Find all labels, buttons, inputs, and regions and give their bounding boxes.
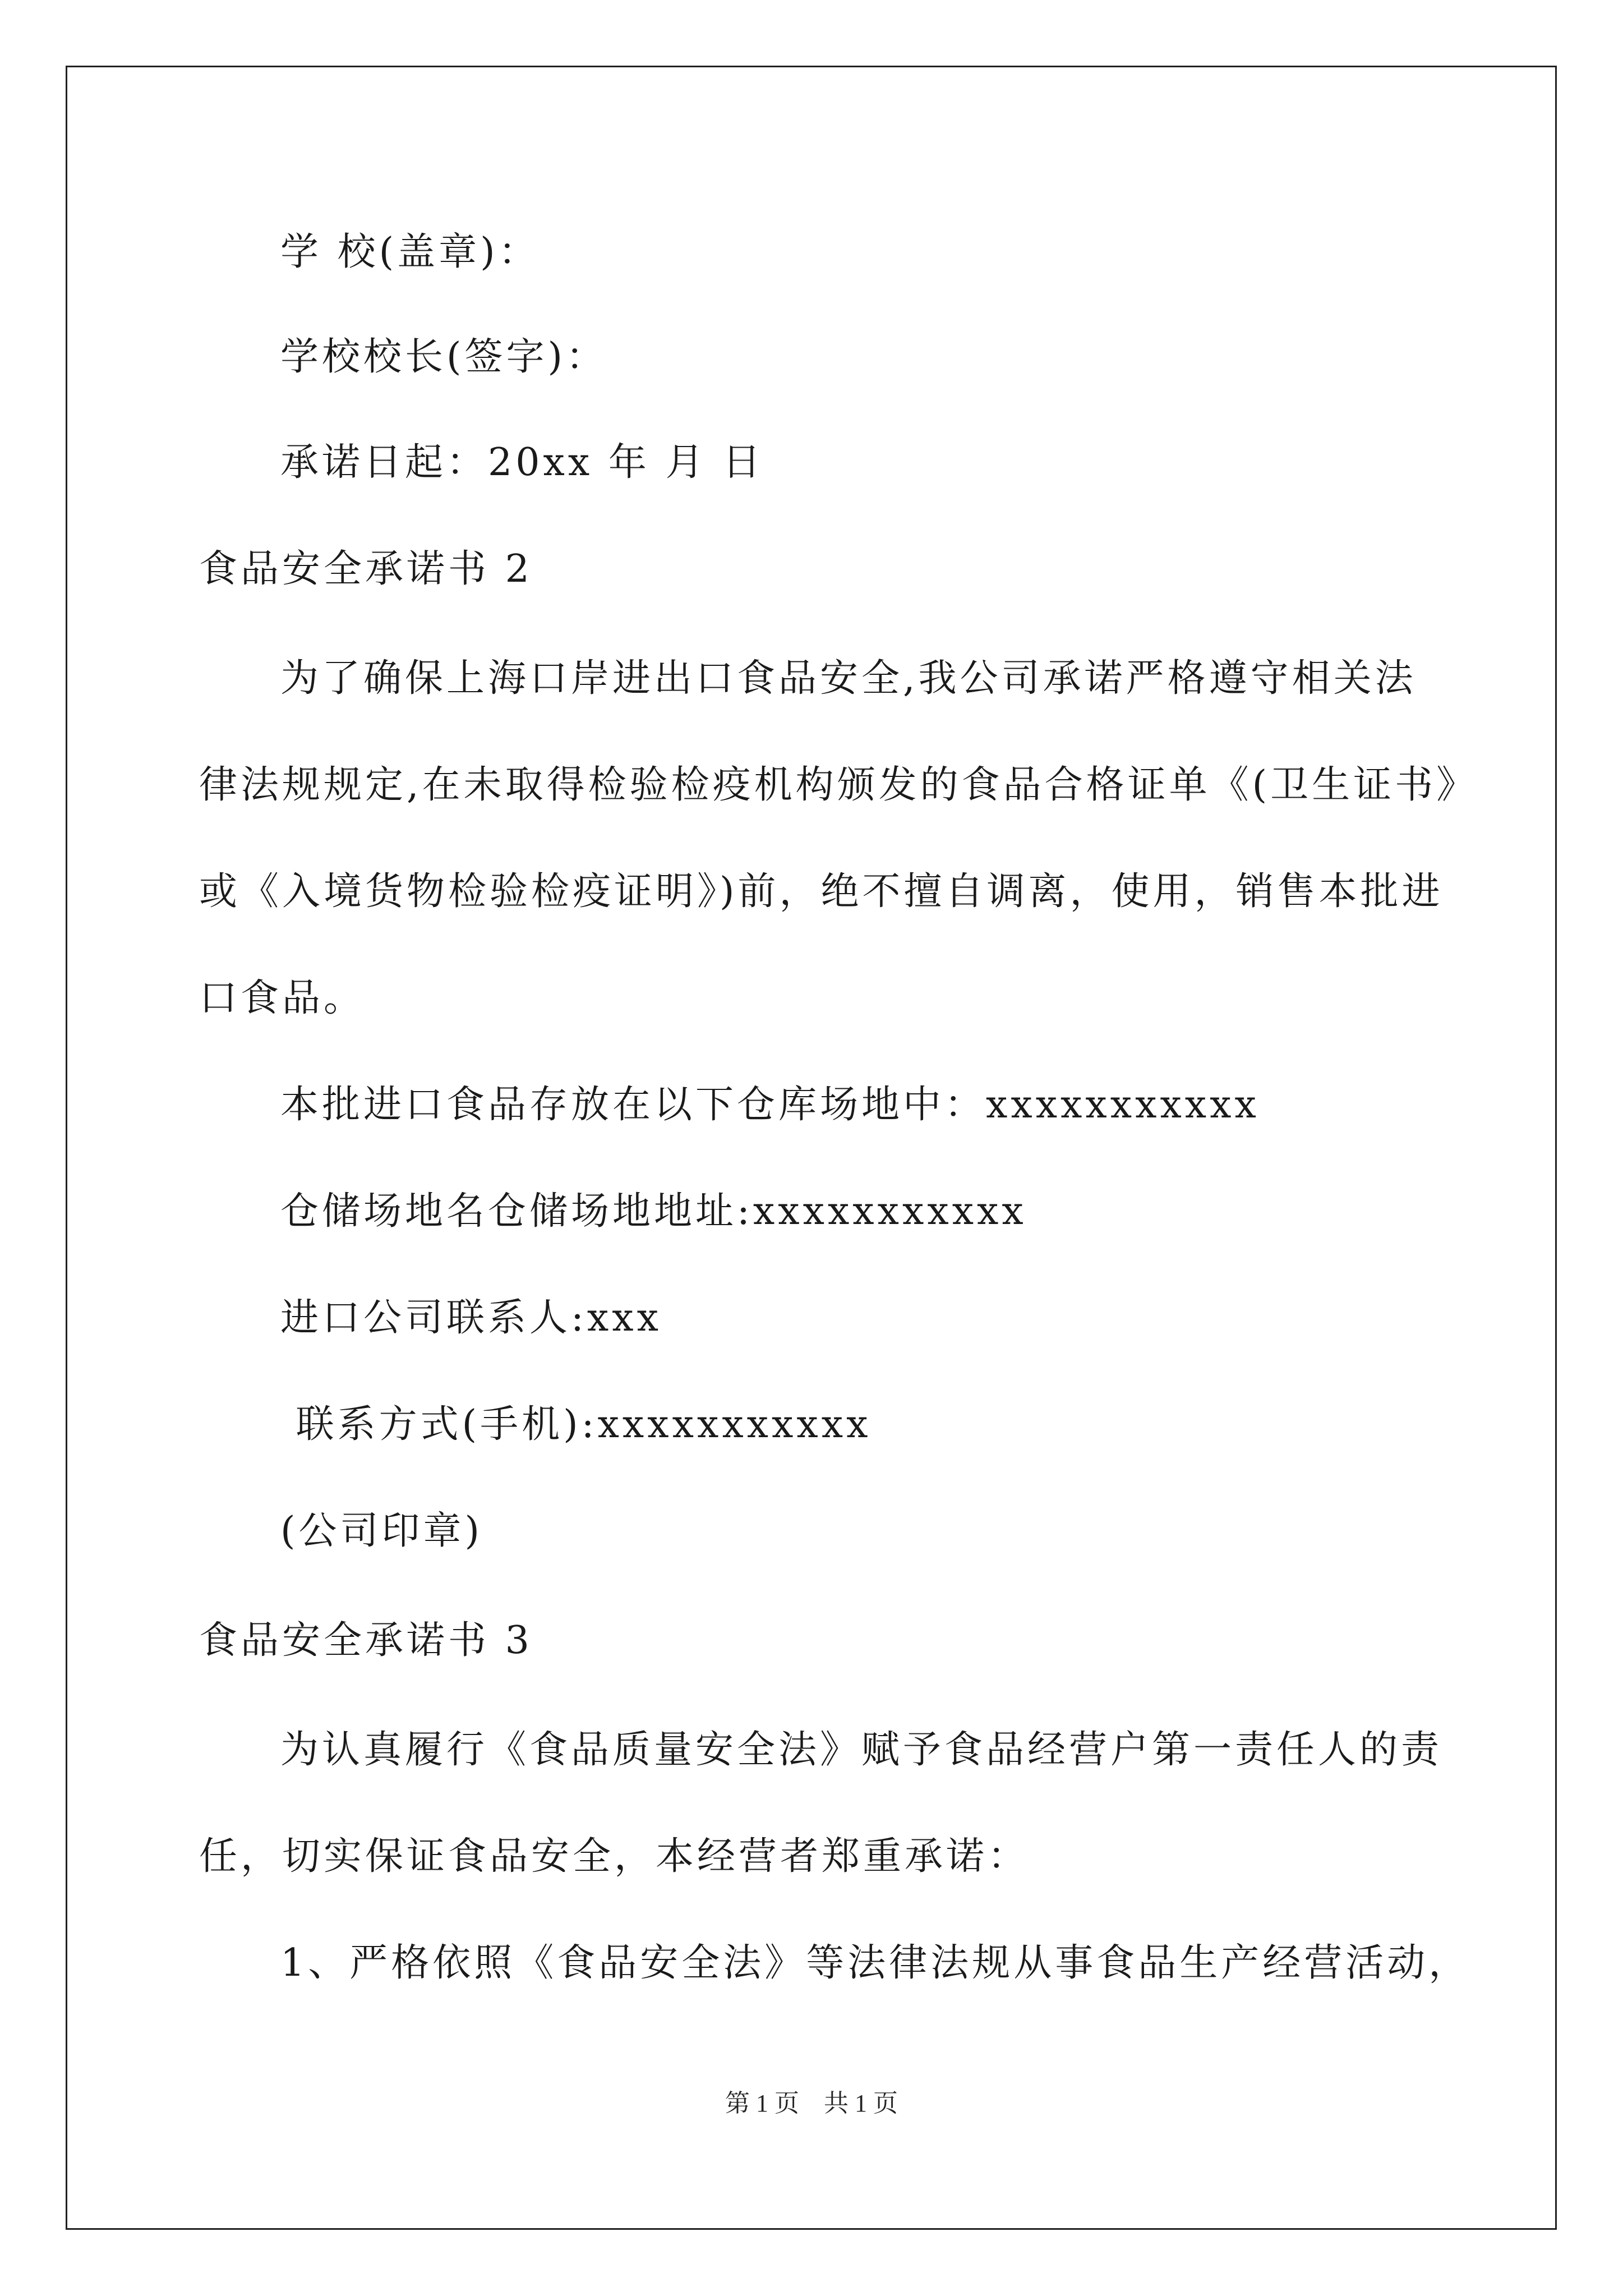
paragraph-line: 或《入境货物检验检疫证明》)前，绝不擅自调离，使用，销售本批进 — [199, 869, 1444, 914]
contact-phone-line: 联系方式(手机):xxxxxxxxxxx — [280, 1402, 872, 1447]
company-seal-line: (公司印章) — [280, 1509, 483, 1553]
numbered-item-line: 1、严格依照《食品安全法》等法律法规从事食品生产经营活动， — [280, 1941, 1470, 1985]
storage-address-line: 仓储场地名仓储场地地址:xxxxxxxxxxx — [280, 1189, 1027, 1234]
storage-location-line: 本批进口食品存放在以下仓库场地中：xxxxxxxxxxx — [280, 1083, 1260, 1127]
page-border — [66, 66, 1557, 2230]
page-footer: 第 1 页 共 1 页 — [725, 2090, 898, 2117]
paragraph-line: 为认真履行《食品质量安全法》赋予食品经营户第一责任人的责 — [280, 1728, 1443, 1772]
commitment-date-line: 承诺日起：20xx 年 月 日 — [280, 440, 764, 485]
section-heading-2: 食品安全承诺书 2 — [199, 547, 533, 591]
section-heading-3: 食品安全承诺书 3 — [199, 1618, 533, 1663]
paragraph-line: 口食品。 — [199, 976, 366, 1020]
paragraph-line: 律法规规定,在未取得检验检疫机构颁发的食品合格证单《(卫生证书》 — [199, 763, 1478, 807]
principal-signature-line: 学校校长(签字)： — [280, 335, 608, 379]
school-seal-line: 学 校(盖章)： — [280, 230, 540, 274]
contact-person-line: 进口公司联系人:xxx — [280, 1296, 662, 1340]
paragraph-line: 任，切实保证食品安全，本经营者郑重承诺： — [199, 1834, 1030, 1879]
paragraph-line: 为了确保上海口岸进出口食品安全,我公司承诺严格遵守相关法 — [280, 656, 1417, 701]
